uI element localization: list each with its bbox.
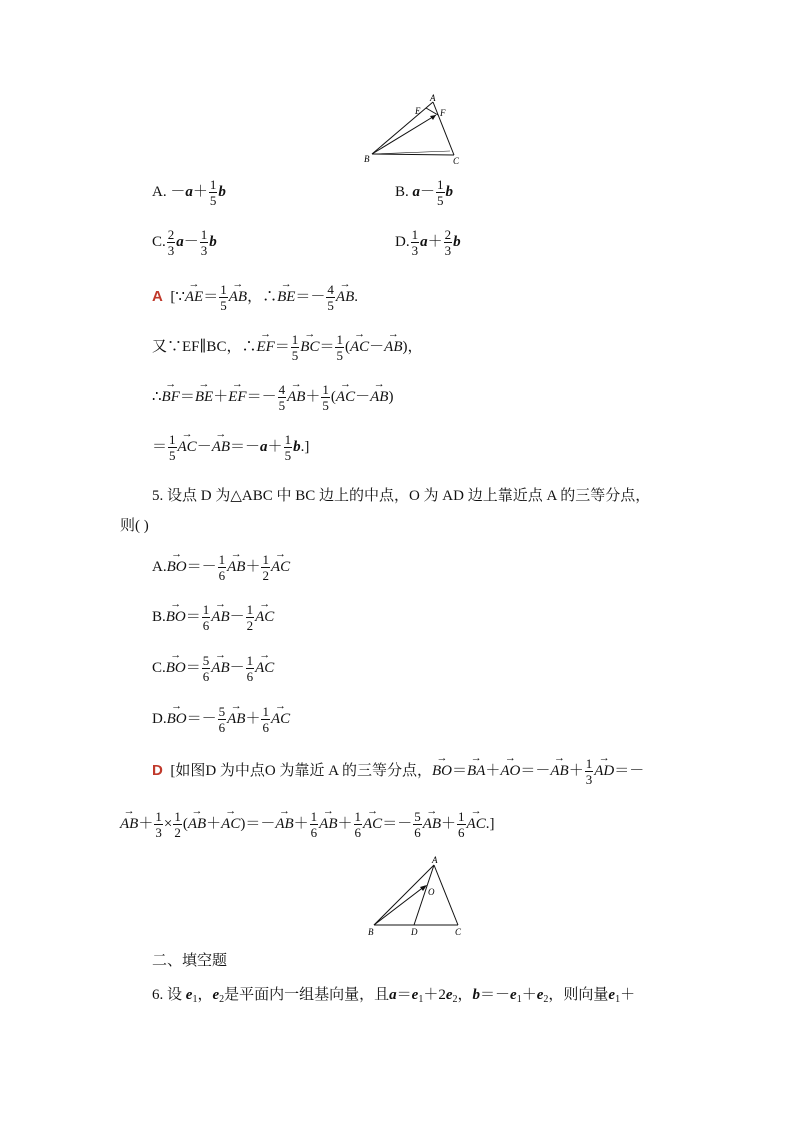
answer-letter: A xyxy=(152,287,163,305)
question-stem: 则( ) xyxy=(120,518,149,534)
option-label: B. xyxy=(395,183,409,200)
q5-answer-line1: D [如图D 为中点O 为靠近 A 的三等分点，→ BO＝→ BA＋→ AO＝－→ AB＋ $\frac{1}{3}$ → AD＝－ xyxy=(152,757,644,786)
q5-stem-line2 xyxy=(120,514,149,535)
q4-answer-line1: A [∵→ AE＝ $\frac{1}{5}$ → AB，∴→ BE＝－ $\frac{4}{5}$ → AB. xyxy=(152,283,358,312)
q6-stem: 6. 设 $e_1$，$e_2$是平面内一组基向量，且$a=e_1+2e_2$，$b=-e_1+e_2$，则向量$e_1+$ xyxy=(152,987,636,1005)
fig2-label-c: C xyxy=(455,927,462,937)
fig1-label-e: E xyxy=(415,106,421,116)
q4-option-c[interactable]: C. $\frac{2}{3}$ a－ $\frac{1}{3}$ b xyxy=(152,227,217,258)
answer-text: 又∵EF∥BC，∴ xyxy=(152,338,257,355)
answer-text: [如图D 为中点O 为靠近 A 的三等分点， xyxy=(170,762,433,779)
fig1-label-a: A xyxy=(430,93,436,103)
q5-option-d[interactable]: D.→ BO＝－ $\frac{5}{6}$ → AB＋ $\frac{1}{6}$ → AC xyxy=(152,705,290,734)
option-label: A. xyxy=(152,183,167,200)
q4-option-b[interactable]: B. a－ $\frac{1}{5}$ b xyxy=(395,177,454,208)
option-label: C. xyxy=(152,233,166,250)
question-stem: 设点 D 为△ABC 中 BC 边上的中点，O 为 AD 边上靠近点 A 的三等分点， xyxy=(167,488,651,504)
option-label: A. xyxy=(152,558,167,575)
q4-option-d[interactable]: D. $\frac{1}{3}$ a＋ $\frac{2}{3}$ b xyxy=(395,227,461,258)
q4-answer-line4: ＝ $\frac{1}{5}$ → AC－→ AB＝－a＋ $\frac{1}{5}$ b.] xyxy=(152,433,309,462)
fig2-label-o: O xyxy=(428,887,435,897)
q5-option-c[interactable]: C.→ BO＝ $\frac{5}{6}$ → AB－ $\frac{1}{6}$ → AC xyxy=(152,654,274,683)
section-title: 二、填空题 xyxy=(152,952,228,969)
figure-triangle-aef xyxy=(360,92,470,166)
q6-text-end: ，则向量 xyxy=(548,987,609,1003)
q5-option-b[interactable]: B.→ BO＝ $\frac{1}{6}$ → AB－ $\frac{1}{2}$ → AC xyxy=(152,603,274,632)
q4-answer-line3: ∴→ BF＝→ BE＋→ EF＝－ $\frac{4}{5}$ → AB＋ $\frac{1}{5}$ (→ AC－→ AB) xyxy=(152,383,393,412)
fig1-label-c: C xyxy=(453,156,460,166)
figure-triangle-ado xyxy=(362,855,472,940)
option-label: C. xyxy=(152,659,166,676)
fig2-label-b: B xyxy=(368,927,374,937)
fig1-label-f: F xyxy=(440,108,446,118)
question-number: 5. xyxy=(152,488,164,504)
q5-option-a[interactable]: A.→ BO＝－ $\frac{1}{6}$ → AB＋ $\frac{1}{2}$ → AC xyxy=(152,553,290,582)
option-label: B. xyxy=(152,608,166,625)
q4-answer-line2: 又∵EF∥BC，∴→ EF＝ $\frac{1}{5}$ → BC＝ $\frac{1}{5}$ (→ AC－→ AB)， xyxy=(152,333,423,362)
q6-text-start: 设 xyxy=(167,987,183,1003)
fig2-label-d: D xyxy=(411,927,418,937)
option-label: D. xyxy=(152,710,167,727)
q5-stem-line1 xyxy=(152,484,650,505)
question-number: 6. xyxy=(152,987,164,1003)
q4-option-a[interactable]: A. －a＋ $\frac{1}{5}$ b xyxy=(152,177,226,208)
fig1-label-b: B xyxy=(364,154,370,164)
q5-answer-line2: → AB＋ $\frac{1}{3}$ × $\frac{1}{2}$ (→ AB＋→ AC)＝－→ AB＋ $\frac{1}{6}$ → AB＋ $\frac{1}{6}$ → AC＝－ $\frac{5}{6}$ → AB＋ $\frac{1}{6}$ → AC.] xyxy=(120,810,494,839)
q6-text-mid: 是平面内一组基向量，且 xyxy=(224,987,390,1003)
fig2-label-a: A xyxy=(432,855,438,865)
answer-letter: D xyxy=(152,761,163,779)
option-label: D. xyxy=(395,233,410,250)
